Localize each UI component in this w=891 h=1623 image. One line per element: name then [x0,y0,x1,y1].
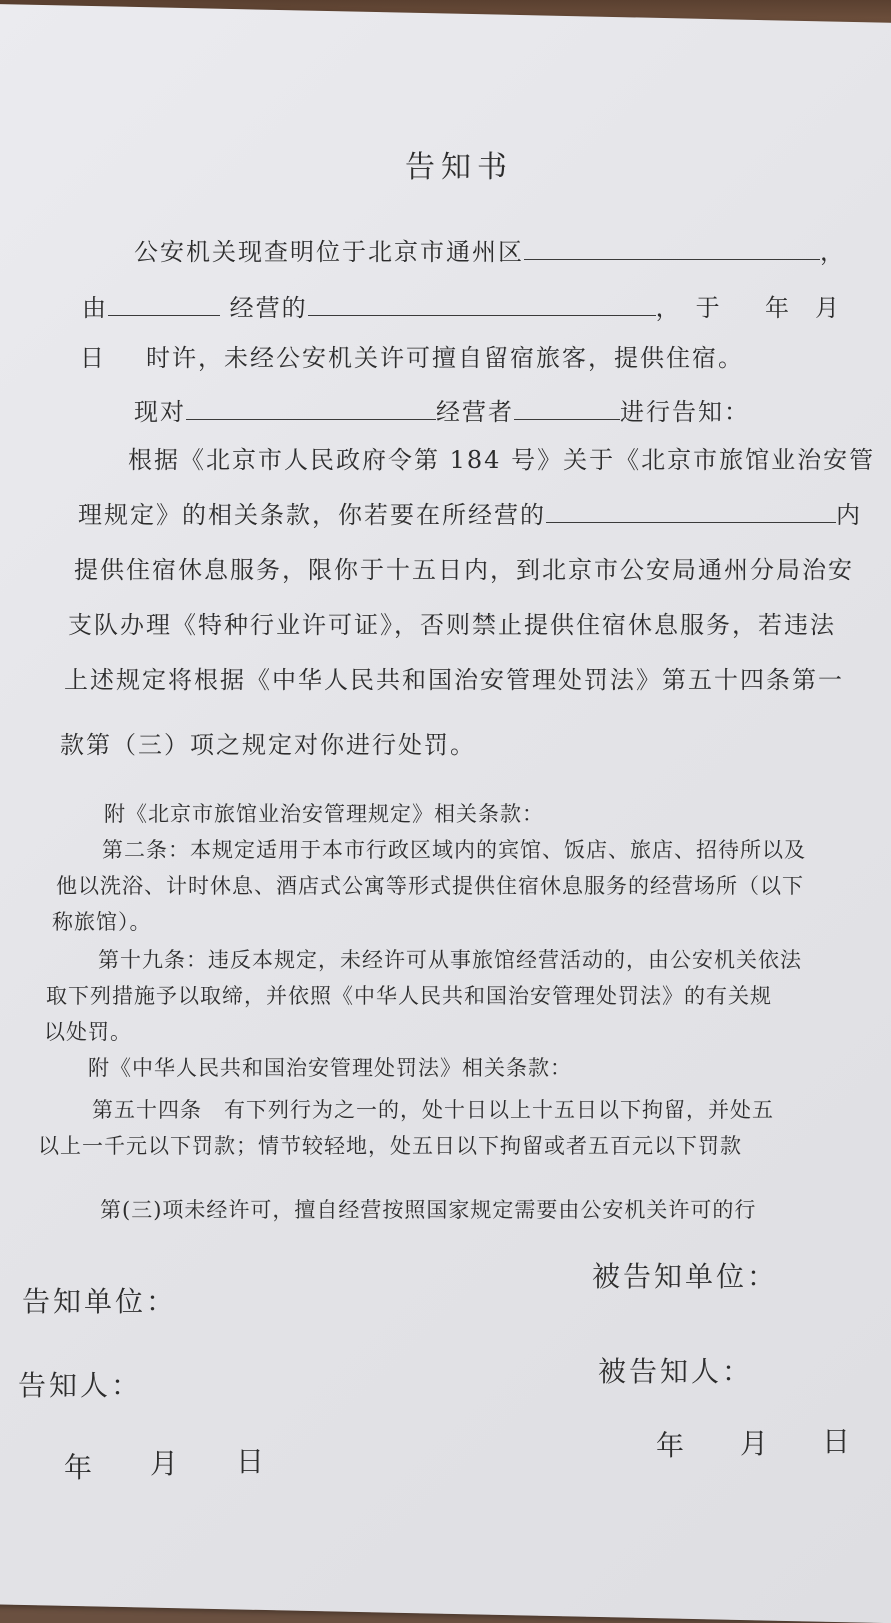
paragraph-line-1 [134,232,846,267]
appendix-line-6: 取下列措施予以取缔，并依照《中华人民共和国治安管理处罚法》的有关规 [46,984,772,1008]
body-line-3: 提供住宿休息服务，限你于十五日内，到北京市公安局通州分局治安 [74,556,854,584]
body-line-1: 根据《北京市人民政府令第 184 号》关于《北京市旅馆业治安管 [128,446,876,474]
left-date-month: 月 [150,1447,182,1480]
line1-comma: ， [820,238,846,266]
operator-name-blank [514,397,620,420]
appendix-line-1: 附《北京市旅馆业治安管理规定》相关条款： [104,802,544,826]
line4-operator: 经营者 [436,398,514,426]
line3-day: 日 [80,344,106,372]
line2-you: 由 [82,294,108,322]
left-date-year: 年 [64,1451,96,1484]
line2-month: 月 [815,294,841,322]
line4-notify: 进行告知： [620,398,750,426]
line2-year: 年 [765,294,791,322]
line2-operated: 经营的 [229,294,308,322]
paragraph-line-4 [134,392,750,427]
left-date-day: 日 [236,1445,268,1478]
body-line-2-text: 理规定》的相关条款，你若要在所经营的 [78,501,546,529]
location-blank [524,237,820,260]
business-blank [186,397,436,420]
line4-now: 现对 [134,398,186,426]
body-line-2 [78,495,862,530]
appendix-line-9: 第五十四条 有下列行为之一的，处十日以上十五日以下拘留，并处五 [92,1098,774,1122]
notified-unit-label: 被告知单位： [592,1260,779,1293]
notifier-unit-label: 告知单位： [22,1285,178,1318]
body-line-4: 支队办理《特种行业许可证》，否则禁止提供住宿休息服务，若违法 [68,611,836,639]
appendix-line-8: 附《中华人民共和国治安管理处罚法》相关条款： [88,1056,572,1080]
notified-person-label: 被告知人： [598,1355,754,1388]
notifier-person-label: 告知人： [18,1369,143,1402]
appendix-line-7: 以处罚。 [44,1020,132,1044]
line1-lead: 公安机关现查明位于北京市通州区 [134,238,524,266]
line3-text: 时许，未经公安机关许可擅自留宿旅客，提供住宿。 [146,344,744,372]
appendix-line-10: 以上一千元以下罚款；情节较轻地，处五日以下拘留或者五百元以下罚款 [38,1134,742,1158]
appendix-line-5: 第十九条：违反本规定，未经许可从事旅馆经营活动的，由公安机关依法 [98,948,802,972]
right-date-month: 月 [740,1427,772,1460]
appendix-line-11: 第(三)项未经许可，擅自经营按照国家规定需要由公安机关许可的行 [100,1198,757,1222]
premises-blank [308,293,656,316]
paragraph-line-2 [82,288,722,323]
body-line-6: 款第（三）项之规定对你进行处罚。 [60,731,476,759]
place-blank [546,500,836,523]
body-line-2-tail: 内 [836,501,862,529]
operator-blank [108,293,220,316]
document-title: 告知书 [405,150,513,185]
appendix-line-2: 第二条：本规定适用于本市行政区域内的宾馆、饭店、旅店、招待所以及 [102,838,806,862]
right-date-year: 年 [656,1429,688,1462]
right-date-day: 日 [822,1425,854,1458]
line2-yu: ， 于 [655,294,722,322]
appendix-line-3: 他以洗浴、计时休息、酒店式公寓等形式提供住宿休息服务的经营场所（以下 [56,874,804,898]
appendix-line-4: 称旅馆）。 [52,910,152,934]
body-line-5: 上述规定将根据《中华人民共和国治安管理处罚法》第五十四条第一 [64,666,844,694]
